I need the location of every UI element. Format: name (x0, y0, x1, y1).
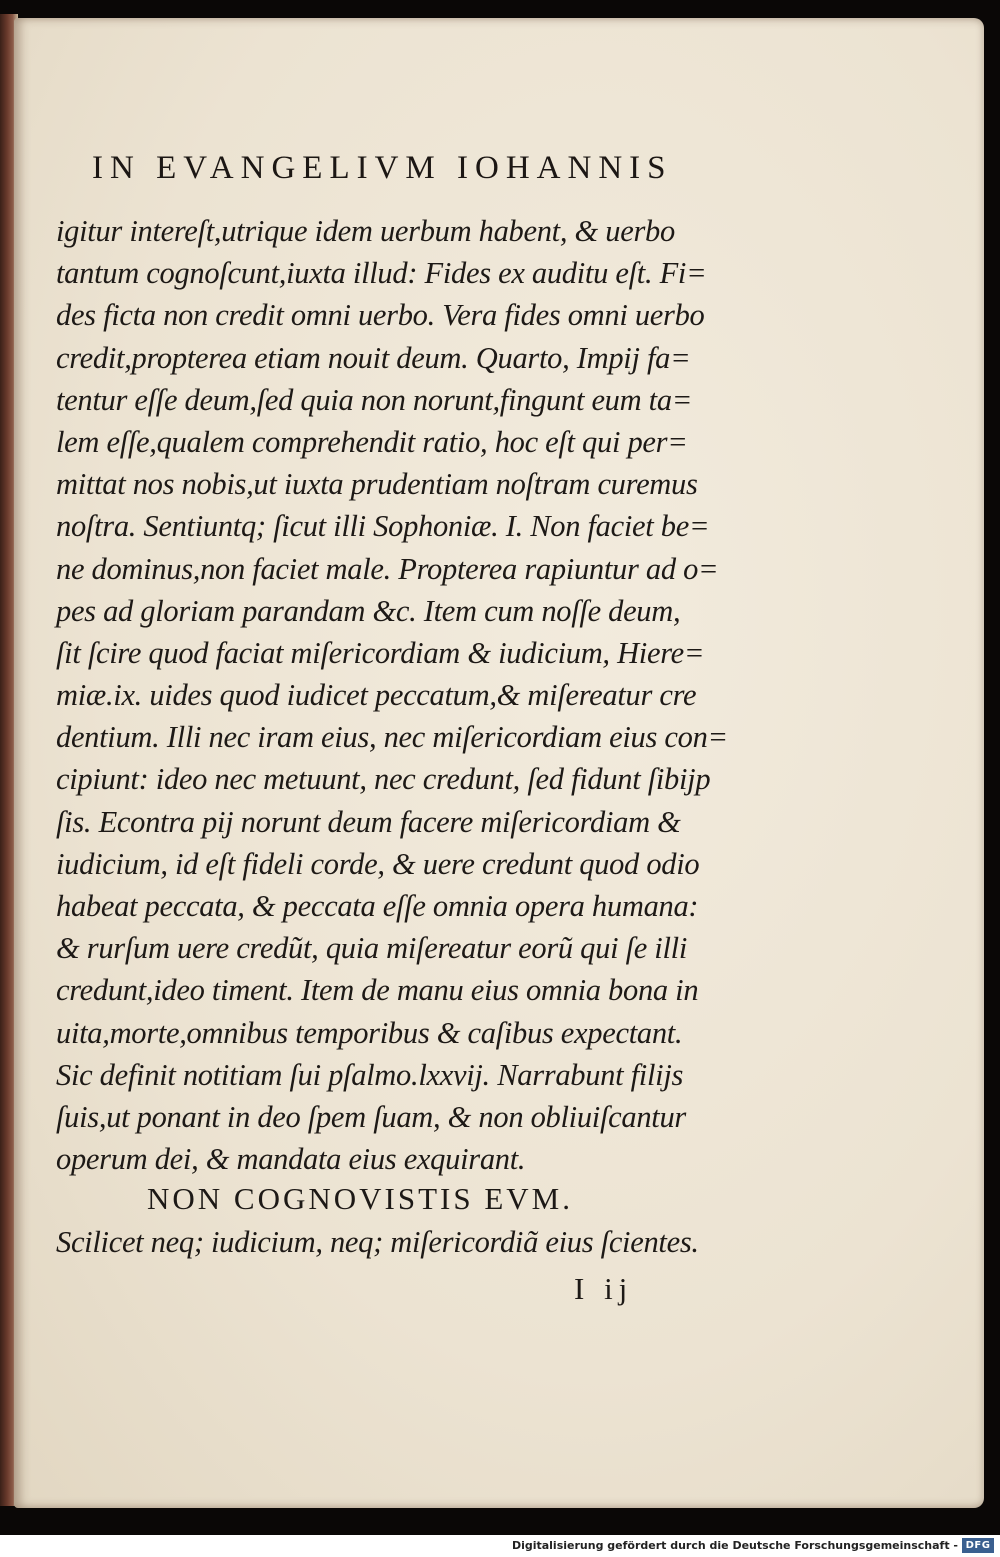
text-line: miæ.ix. uides quod iudicet peccatum,& miſereatur cre (56, 678, 697, 713)
signature-mark: I ij (574, 1271, 634, 1306)
text-line: credit,propterea etiam nouit deum. Quarto, Impij fa= (56, 340, 691, 375)
running-head: IN EVANGELIVM IOHANNIS (92, 150, 673, 186)
dfg-logo: DFG (962, 1538, 994, 1553)
text-line: lem eſſe,qualem comprehendit ratio, hoc eſt qui per= (56, 424, 688, 459)
digitization-footer (0, 1535, 1000, 1557)
text-line: Sic definit notitiam ſui pſalmo.lxxvij. Narrabunt filijs (56, 1057, 684, 1092)
text-line: pes ad gloriam parandam &c. Item cum noſſe deum, (56, 593, 681, 628)
text-line: uita,morte,omnibus temporibus & caſibus expectant. (56, 1015, 683, 1050)
text-line: mittat nos nobis,ut iuxta prudentiam noſtram curemus (56, 467, 698, 502)
section-heading: NON COGNOVISTIS EVM. (147, 1181, 573, 1216)
text-line: ſuis,ut ponant in deo ſpem ſuam, & non obliuiſcantur (56, 1099, 686, 1134)
text-line: credunt,ideo timent. Item de manu eius omnia bona in (56, 973, 699, 1008)
book-page (14, 18, 984, 1508)
text-line: & rurſum uere credũt, quia miſereatur eorũ qui ſe illi (56, 931, 688, 966)
final-text-line: Scilicet neq; iudicium, neq; miſericordiã eius ſcientes. (56, 1225, 699, 1259)
text-line: iudicium, id eſt fideli corde, & uere credunt quod odio (56, 846, 700, 881)
footer-credit: Digitalisierung gefördert durch die Deutsche Forschungsgemeinschaft - (511, 1539, 958, 1552)
text-line: igitur intereſt,utrique idem uerbum habent, & uerbo (56, 214, 675, 248)
body-text (56, 210, 756, 1180)
text-line: ſit ſcire quod faciat miſericordiam & iudicium, Hiere= (56, 635, 705, 670)
text-line: cipiunt: ideo nec metuunt, nec credunt, ſed fidunt ſibijp (56, 762, 711, 797)
text-line: noſtra. Sentiuntq; ſicut illi Sophoniæ. I. Non faciet be= (56, 509, 710, 544)
text-line: tantum cognoſcunt,iuxta illud: Fides ex auditu eſt. Fi= (56, 256, 707, 291)
text-line: dentium. Illi nec iram eius, nec miſericordiam eius con= (56, 720, 728, 755)
text-line: des ficta non credit omni uerbo. Vera fides omni uerbo (56, 298, 705, 333)
text-line: ſis. Econtra pij norunt deum facere miſericordiam & (56, 804, 681, 839)
text-line: operum dei, & mandata eius exquirant. (56, 1142, 526, 1177)
text-line: habeat peccata, & peccata eſſe omnia opera humana: (56, 889, 699, 923)
text-line: tentur eſſe deum,ſed quia non norunt,fingunt eum ta= (56, 382, 693, 417)
text-line: ne dominus,non faciet male. Propterea rapiuntur ad o= (56, 551, 719, 586)
